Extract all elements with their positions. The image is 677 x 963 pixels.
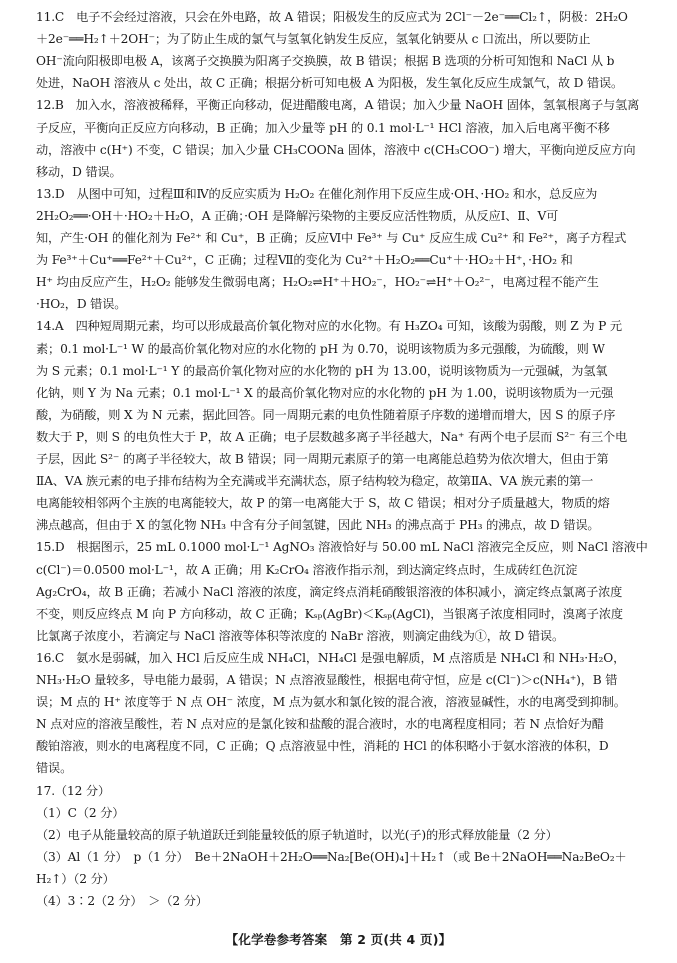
text-line: 化钠，则 Y 为 Na 元素；0.1 mol·L⁻¹ X 的最高价氧化物对应的水化物的 pH 为 1.00，说明该物质为一元强 bbox=[36, 385, 614, 400]
text-line: 为 S 元素；0.1 mol·L⁻¹ Y 的最高价氧化物对应的水化物的 pH 为 13.00，说明该物质为一元强碱，为氢氧 bbox=[36, 363, 608, 378]
text-line: 17.（12 分） bbox=[36, 783, 110, 798]
text-line: 13.D 从图中可知，过程Ⅲ和Ⅳ的反应实质为 H₂O₂ 在催化剂作用下反应生成·OH、·HO₂ 和水，总反应为 bbox=[36, 186, 598, 201]
text-line: 子层，因此 S²⁻ 的离子半径较大，故 B 错误；同一周期元素原子的第一电离能总趋势为依次增大，但由于第 bbox=[36, 452, 609, 466]
text-line: 知，产生·OH 的催化剂为 Fe²⁺ 和 Cu⁺，B 正确；反应Ⅵ中 Fe³⁺ 与 Cu⁺ 反应生成 Cu²⁺ 和 Fe²⁺，离子方程式 bbox=[36, 231, 627, 245]
text-line: （3）Al（1 分） p（1 分） Be＋2NaOH＋2H₂O══Na₂[Be(OH)₄]＋H₂↑（或 Be＋2NaOH══Na₂BeO₂＋ bbox=[36, 849, 627, 864]
text-line: ＋2e⁻══H₂↑＋2OH⁻；为了防止生成的氯气与氢氧化钠发生反应，氢氧化钠要从 c 口流出，所以要防止 bbox=[36, 32, 591, 47]
text-line: 数大于 P，则 S 的电负性大于 P，故 A 正确；电子层数越多离子半径越大，Na⁺ 有两个电子层而 S²⁻ 有三个电 bbox=[36, 429, 628, 444]
text-line: H⁺ 均由反应产生，H₂O₂ 能够发生微弱电离；H₂O₂⇌H⁺＋HO₂⁻，HO₂⁻⇌H⁺＋O₂²⁻，电离过程不能产生 bbox=[36, 275, 599, 290]
text-line: ·HO₂，D 错误。 bbox=[36, 297, 127, 312]
text-line: 酸铂溶液，则水的电离程度不同，C 正确；Q 点溶液显中性，消耗的 HCl 的体积略小于氨水溶液的体积，D bbox=[36, 739, 609, 754]
text-line: OH⁻流向阳极即电极 A，该离子交换膜为阳离子交换膜，故 B 错误；根据 B 选项的分析可知饱和 NaCl 从 b bbox=[36, 54, 615, 69]
text-line: 为 Fe³⁺＋Cu⁺══Fe²⁺＋Cu²⁺，C 正确；过程Ⅶ的变化为 Cu²⁺＋H₂O₂══Cu⁺＋·HO₂＋H⁺，·HO₂ 和 bbox=[36, 253, 573, 268]
text-line: NH₃·H₂O 量较多，导电能力最弱，A 错误；N 点溶液显酸性，根据电荷守恒，应是 c(Cl⁻)＞c(NH₄⁺)，B 错 bbox=[36, 673, 618, 687]
text-line: 误；M 点的 H⁺ 浓度等于 N 点 OH⁻ 浓度，M 点为氨水和氯化铵的混合液，溶液显碱性，水的电离受到抑制。 bbox=[36, 695, 626, 710]
text-line: 比氯离子浓度小，若滴定与 NaCl 溶液等体积等浓度的 NaBr 溶液，则滴定曲线为①，故 D 错误。 bbox=[36, 628, 564, 643]
text-line: 子反应，平衡向正反应方向移动，B 正确；加入少量等 pH 的 0.1 mol·L⁻¹ HCl 溶液，加入后电离平衡不移 bbox=[36, 120, 610, 135]
text-line: 14.A 四种短周期元素，均可以形成最高价氧化物对应的水化物。有 H₃ZO₄ 可知，该酸为弱酸，则 Z 为 P 元 bbox=[36, 319, 622, 334]
text-line: 沸点越高，但由于 X 的氢化物 NH₃ 中含有分子间氢键，因此 NH₃ 的沸点高于 PH₃ 的沸点，故 D 错误。 bbox=[36, 518, 600, 533]
text-line: （4）3∶2（2 分） ＞（2 分） bbox=[36, 894, 208, 908]
text-line: 移动，D 错误。 bbox=[36, 164, 122, 179]
page-footer: 【化学卷参考答案 第 2 页(共 4 页)】 bbox=[225, 932, 452, 947]
text-line: 不变，则反应终点 M 向 P 方向移动，故 C 正确；Kₛₚ(AgBr)＜Kₛₚ(AgCl)，当银离子浓度相同时，溴离子浓度 bbox=[36, 606, 623, 621]
text-line: Ag₂CrO₄，故 B 正确；若减小 NaCl 溶液的浓度，滴定终点消耗硝酸银溶液的体积减小，滴定终点氯离子浓度 bbox=[36, 584, 623, 599]
text-line: 16.C 氨水是弱碱，加入 HCl 后反应生成 NH₄Cl，NH₄Cl 是强电解质，M 点溶质是 NH₄Cl 和 NH₃·H₂O， bbox=[36, 650, 626, 665]
text-line: （2）电子从能量较高的原子轨道跃迁到能量较低的原子轨道时，以光(子)的形式释放能量（2 分） bbox=[36, 827, 558, 842]
text-line: 2H₂O₂══·OH＋·HO₂＋H₂O，A 正确；·OH 是降解污染物的主要反应活性物质，从反应Ⅰ、Ⅱ、Ⅴ可 bbox=[36, 208, 559, 223]
text-line: 15.D 根据图示，25 mL 0.1000 mol·L⁻¹ AgNO₃ 溶液恰好与 50.00 mL NaCl 溶液完全反应，则 NaCl 溶液中 bbox=[36, 540, 648, 555]
text-line: 处进，NaOH 溶液从 c 处出，故 C 正确；根据分析可知电极 A 为阳极，发生氧化反应生成氯气，故 D 错误。 bbox=[36, 76, 624, 91]
text-line: （1）C（2 分） bbox=[36, 805, 125, 820]
text-line: 电离能较相邻两个主族的电离能较大，故 P 的第一电离能大于 S，故 C 错误；相对分子质量越大，物质的熔 bbox=[36, 496, 610, 511]
text-line: 素；0.1 mol·L⁻¹ W 的最高价氧化物对应的水化物的 pH 为 0.70，说明该物质为多元强酸，为硫酸，则 W bbox=[36, 341, 605, 356]
text-line: N 点对应的溶液呈酸性，若 N 点对应的是氯化铵和盐酸的混合液时，水的电离程度相同；若 N 点恰好为醋 bbox=[36, 717, 604, 732]
text-line: 12.B 加入水，溶液被稀释，平衡正向移动，促进醋酸电离，A 错误；加入少量 NaOH 固体，氢氧根离子与氢离 bbox=[36, 98, 640, 113]
text-line: 错误。 bbox=[36, 761, 73, 776]
text-line: ⅡA、ⅤA 族元素的电子排布结构为全充满或半充满状态，原子结构较为稳定，故第ⅡA、ⅤA 族元素的第一 bbox=[36, 474, 594, 489]
text-line: H₂↑）（2 分） bbox=[36, 871, 115, 886]
text-line: 酸，为硝酸，则 X 为 N 元素，据此回答。同一周期元素的电负性随着原子序数的递增而增大，因 S 的原子序 bbox=[36, 407, 616, 422]
text-line: 动，溶液中 c(H⁺) 不变，C 错误；加入少量 CH₃COONa 固体，溶液中 c(CH₃COO⁻) 增大，平衡向逆反应方向 bbox=[36, 142, 636, 157]
text-line: 11.C 电子不会经过溶液，只会在外电路，故 A 错误；阳极发生的反应式为 2Cl⁻－2e⁻══Cl₂↑，阴极：2H₂O bbox=[36, 10, 628, 24]
text-line: c(Cl⁻)＝0.0500 mol·L⁻¹，故 A 正确；用 K₂CrO₄ 溶液作指示剂，到达滴定终点时，生成砖红色沉淀 bbox=[36, 562, 578, 577]
